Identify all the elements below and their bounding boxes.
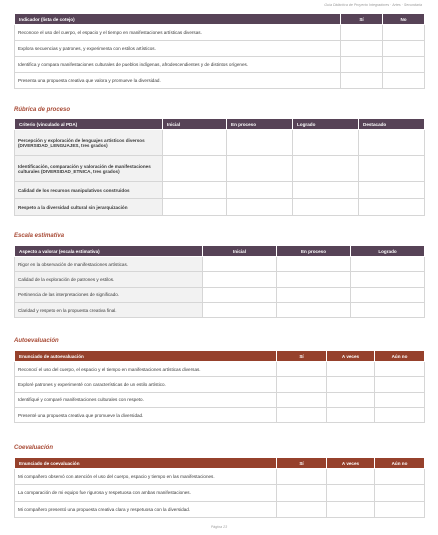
rubric-cell[interactable]	[227, 130, 293, 156]
column-header: A veces	[327, 351, 375, 362]
running-header: Guía Didáctica de Proyecto Integradores · Artes · Secundaria	[324, 3, 422, 7]
scale-cell[interactable]	[277, 272, 351, 287]
section-title: Escala estimativa	[14, 233, 65, 239]
column-header: Indicador (lista de cotejo)	[15, 14, 341, 25]
response-cell[interactable]	[375, 469, 425, 485]
response-cell[interactable]	[375, 485, 425, 501]
rubric-cell[interactable]	[359, 199, 425, 216]
column-header: Inicial	[203, 246, 277, 257]
scale-cell[interactable]	[277, 287, 351, 302]
row-label: Rigor en la observación de manifestaciones artísticas.	[15, 257, 203, 272]
column-header: Logrado	[351, 246, 425, 257]
response-cell[interactable]	[383, 41, 425, 57]
section-title: Coevaluación	[14, 445, 54, 451]
response-cell[interactable]	[341, 57, 383, 73]
response-cell[interactable]	[277, 362, 327, 377]
row-label: Reconoce el uso del cuerpo, el espacio y el tiempo en manifestaciones artísticas diversas.	[15, 25, 341, 41]
row-label: Presenté una propuesta creativa que promueve la diversidad.	[15, 407, 277, 422]
table-row	[15, 41, 425, 57]
response-cell[interactable]	[327, 469, 375, 485]
response-cell[interactable]	[375, 377, 425, 392]
column-header: Enunciado de autoevaluación	[15, 351, 277, 362]
row-label: Respeto a la diversidad cultural sin jerarquización	[15, 199, 163, 216]
column-header: Aún no	[375, 458, 425, 469]
table-row	[15, 272, 425, 287]
rubric-cell[interactable]	[293, 182, 359, 199]
table-header-row	[15, 351, 425, 362]
rubric-cell[interactable]	[163, 156, 227, 182]
response-cell[interactable]	[375, 392, 425, 407]
table-header-row	[15, 458, 425, 469]
response-cell[interactable]	[383, 73, 425, 89]
column-header: Logrado	[293, 119, 359, 130]
row-label: Identifica y compara manifestaciones culturales de pueblos indígenas, afrodescendientes y de distintos orígenes.	[15, 57, 341, 73]
column-header: Aún no	[375, 351, 425, 362]
table-row	[15, 199, 425, 216]
response-cell[interactable]	[277, 501, 327, 517]
row-label: Exploré patrones y experimenté con características de un estilo artístico.	[15, 377, 277, 392]
scale-cell[interactable]	[203, 272, 277, 287]
table-row	[15, 257, 425, 272]
row-label: Identifiqué y comparé manifestaciones culturales con respeto.	[15, 392, 277, 407]
row-label: Calidad de la exploración de patrones y estilos.	[15, 272, 203, 287]
table-header-row	[15, 246, 425, 257]
row-label: La comparación de mi equipo fue rigurosa y respetuosa con ambas manifestaciones.	[15, 485, 277, 501]
rubric-cell[interactable]	[293, 199, 359, 216]
rubric-cell[interactable]	[163, 130, 227, 156]
table-row	[15, 501, 425, 517]
response-cell[interactable]	[341, 73, 383, 89]
table-row	[15, 182, 425, 199]
row-label: Pertinencia de las interpretaciones de significado.	[15, 287, 203, 302]
table-row	[15, 25, 425, 41]
column-header: A veces	[327, 458, 375, 469]
table-row	[15, 130, 425, 156]
rubric-cell[interactable]	[163, 182, 227, 199]
row-label: Calidad de los recursos manipulativos construidos	[15, 182, 163, 199]
response-cell[interactable]	[375, 501, 425, 517]
row-label: Explora secuencias y patrones, y experimenta con estilos artísticos.	[15, 41, 341, 57]
table-row	[15, 469, 425, 485]
response-cell[interactable]	[341, 41, 383, 57]
response-cell[interactable]	[277, 377, 327, 392]
rubric-cell[interactable]	[227, 156, 293, 182]
column-header: Inicial	[163, 119, 227, 130]
rubric-cell[interactable]	[293, 156, 359, 182]
table-row	[15, 392, 425, 407]
response-cell[interactable]	[277, 392, 327, 407]
row-label: Mi compañero presentó una propuesta creativa clara y respetuosa con la diversidad.	[15, 501, 277, 517]
response-cell[interactable]	[277, 485, 327, 501]
column-header: En proceso	[277, 246, 351, 257]
response-cell[interactable]	[327, 362, 375, 377]
row-label: Percepción y exploración de lenguajes artísticos diversos (DIVERSIDAD_LENGUAJES, tres grados)	[15, 130, 163, 156]
rubric-cell[interactable]	[293, 130, 359, 156]
scale-cell[interactable]	[351, 272, 425, 287]
column-header: Sí	[277, 351, 327, 362]
response-cell[interactable]	[327, 485, 375, 501]
scale-cell[interactable]	[351, 302, 425, 317]
response-cell[interactable]	[383, 57, 425, 73]
table-row	[15, 485, 425, 501]
column-header: Aspecto a valorar (escala estimativa)	[15, 246, 203, 257]
table-row	[15, 407, 425, 422]
response-cell[interactable]	[327, 501, 375, 517]
response-cell[interactable]	[383, 25, 425, 41]
row-label: Presenta una propuesta creativa que valora y promueve la diversidad.	[15, 73, 341, 89]
response-cell[interactable]	[375, 407, 425, 422]
scale-cell[interactable]	[277, 302, 351, 317]
table-row	[15, 57, 425, 73]
column-header: En proceso	[227, 119, 293, 130]
response-cell[interactable]	[341, 25, 383, 41]
scale-cell[interactable]	[203, 257, 277, 272]
response-cell[interactable]	[327, 407, 375, 422]
scale-cell[interactable]	[277, 257, 351, 272]
table-row	[15, 362, 425, 377]
column-header: Criterio (vinculado al PDA)	[15, 119, 163, 130]
section-title: Autoevaluación	[14, 338, 59, 344]
row-label: Mi compañero observó con atención el uso del cuerpo, espacio y tiempo en las manifestaciones.	[15, 469, 277, 485]
rubric-cell[interactable]	[359, 156, 425, 182]
table-header-row	[15, 119, 425, 130]
scale-cell[interactable]	[203, 302, 277, 317]
column-header: Destacado	[359, 119, 425, 130]
estimative-scale-table	[14, 245, 425, 318]
response-cell[interactable]	[277, 407, 327, 422]
table-row	[15, 73, 425, 89]
process-rubric-table	[14, 118, 425, 216]
rubric-cell[interactable]	[227, 199, 293, 216]
page-footer: Página 23	[210, 525, 228, 529]
response-cell[interactable]	[277, 469, 327, 485]
column-header: No	[383, 14, 425, 25]
scale-cell[interactable]	[203, 287, 277, 302]
row-label: Reconocí el uso del cuerpo, el espacio y el tiempo en manifestaciones artísticas diversas.	[15, 362, 277, 377]
checklist-table	[14, 13, 425, 89]
table-row	[15, 156, 425, 182]
scale-cell[interactable]	[351, 287, 425, 302]
column-header: Enunciado de coevaluación	[15, 458, 277, 469]
peer-assessment-table	[14, 457, 425, 518]
scale-cell[interactable]	[351, 257, 425, 272]
table-row	[15, 287, 425, 302]
rubric-cell[interactable]	[163, 199, 227, 216]
column-header: Sí	[341, 14, 383, 25]
rubric-cell[interactable]	[227, 182, 293, 199]
row-label: Identificación, comparación y valoración de manifestaciones culturales (DIVERSIDAD_ETNICA, tres grados)	[15, 156, 163, 182]
rubric-cell[interactable]	[359, 182, 425, 199]
row-label: Claridad y respeto en la propuesta creativa final.	[15, 302, 203, 317]
response-cell[interactable]	[327, 392, 375, 407]
table-row	[15, 377, 425, 392]
column-header: Sí	[277, 458, 327, 469]
response-cell[interactable]	[375, 362, 425, 377]
table-header-row	[15, 14, 425, 25]
response-cell[interactable]	[327, 377, 375, 392]
section-title: Rúbrica de proceso	[14, 107, 71, 113]
rubric-cell[interactable]	[359, 130, 425, 156]
table-row	[15, 302, 425, 317]
self-assessment-table	[14, 350, 425, 423]
